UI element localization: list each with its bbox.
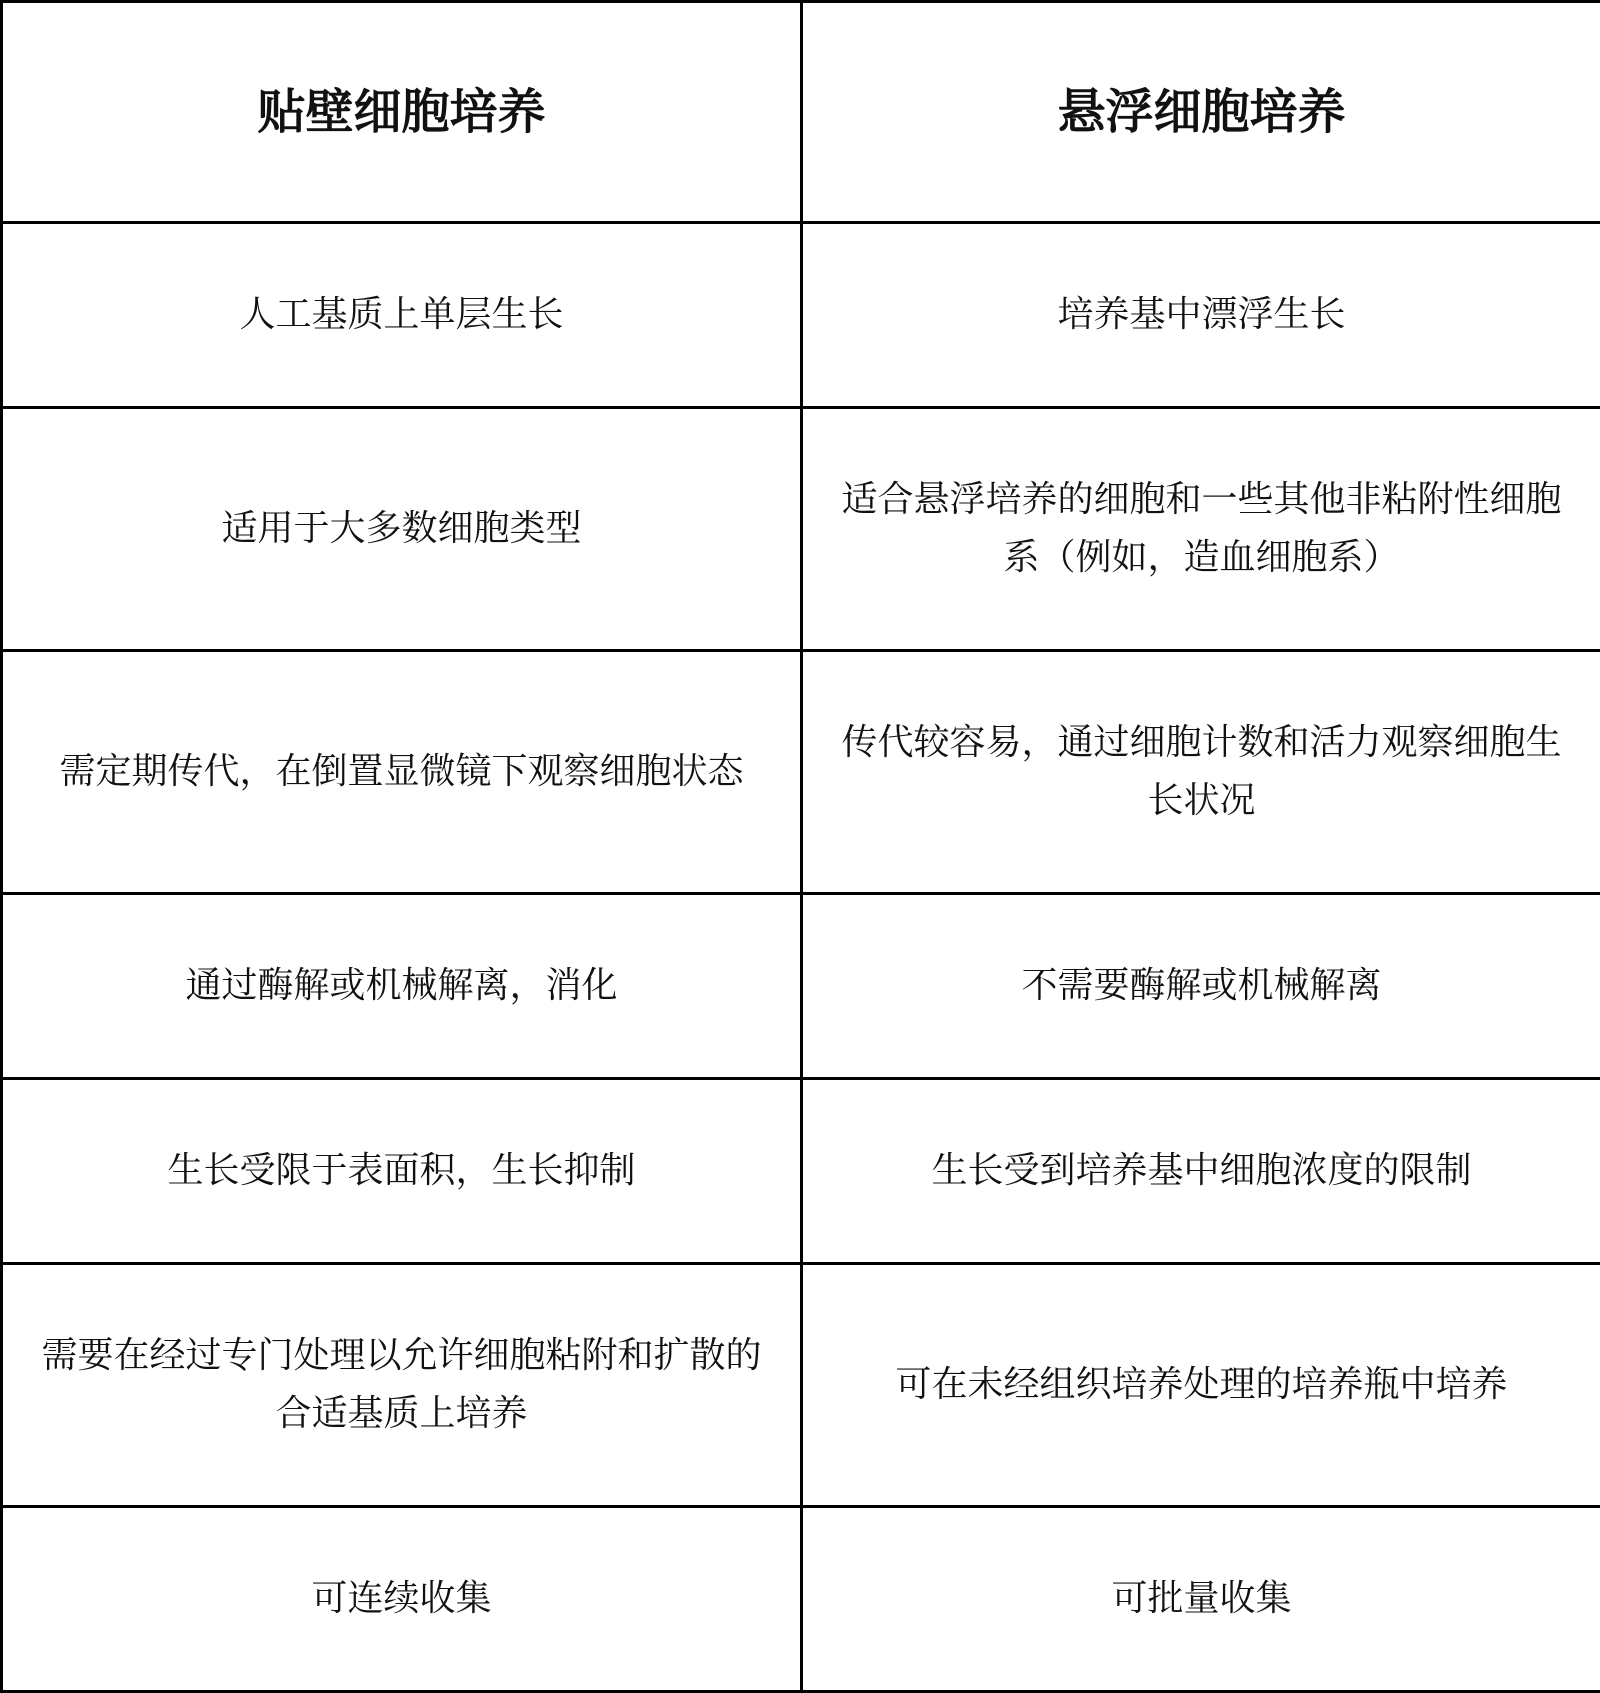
cell-adherent: 需要在经过专门处理以允许细胞粘附和扩散的合适基质上培养 bbox=[2, 1264, 802, 1507]
cell-adherent: 需定期传代，在倒置显微镜下观察细胞状态 bbox=[2, 651, 802, 894]
cell-suspension: 培养基中漂浮生长 bbox=[802, 223, 1600, 408]
table-row bbox=[2, 1264, 1600, 1507]
cell-suspension: 传代较容易，通过细胞计数和活力观察细胞生长状况 bbox=[802, 651, 1600, 894]
table-row bbox=[2, 1507, 1600, 1692]
cell-adherent: 人工基质上单层生长 bbox=[2, 223, 802, 408]
cell-adherent: 适用于大多数细胞类型 bbox=[2, 408, 802, 651]
cell-adherent: 通过酶解或机械解离，消化 bbox=[2, 894, 802, 1079]
table-row bbox=[2, 651, 1600, 894]
cell-adherent: 生长受限于表面积，生长抑制 bbox=[2, 1079, 802, 1264]
cell-suspension: 适合悬浮培养的细胞和一些其他非粘附性细胞系（例如，造血细胞系） bbox=[802, 408, 1600, 651]
table-row bbox=[2, 223, 1600, 408]
cell-suspension: 可在未经组织培养处理的培养瓶中培养 bbox=[802, 1264, 1600, 1507]
cell-suspension: 可批量收集 bbox=[802, 1507, 1600, 1692]
table-row bbox=[2, 894, 1600, 1079]
table-header-row bbox=[2, 2, 1600, 223]
header-suspension-culture: 悬浮细胞培养 bbox=[802, 2, 1600, 223]
cell-suspension: 生长受到培养基中细胞浓度的限制 bbox=[802, 1079, 1600, 1264]
cell-adherent: 可连续收集 bbox=[2, 1507, 802, 1692]
table-row bbox=[2, 1079, 1600, 1264]
header-adherent-culture: 贴壁细胞培养 bbox=[2, 2, 802, 223]
cell-suspension: 不需要酶解或机械解离 bbox=[802, 894, 1600, 1079]
table-row bbox=[2, 408, 1600, 651]
